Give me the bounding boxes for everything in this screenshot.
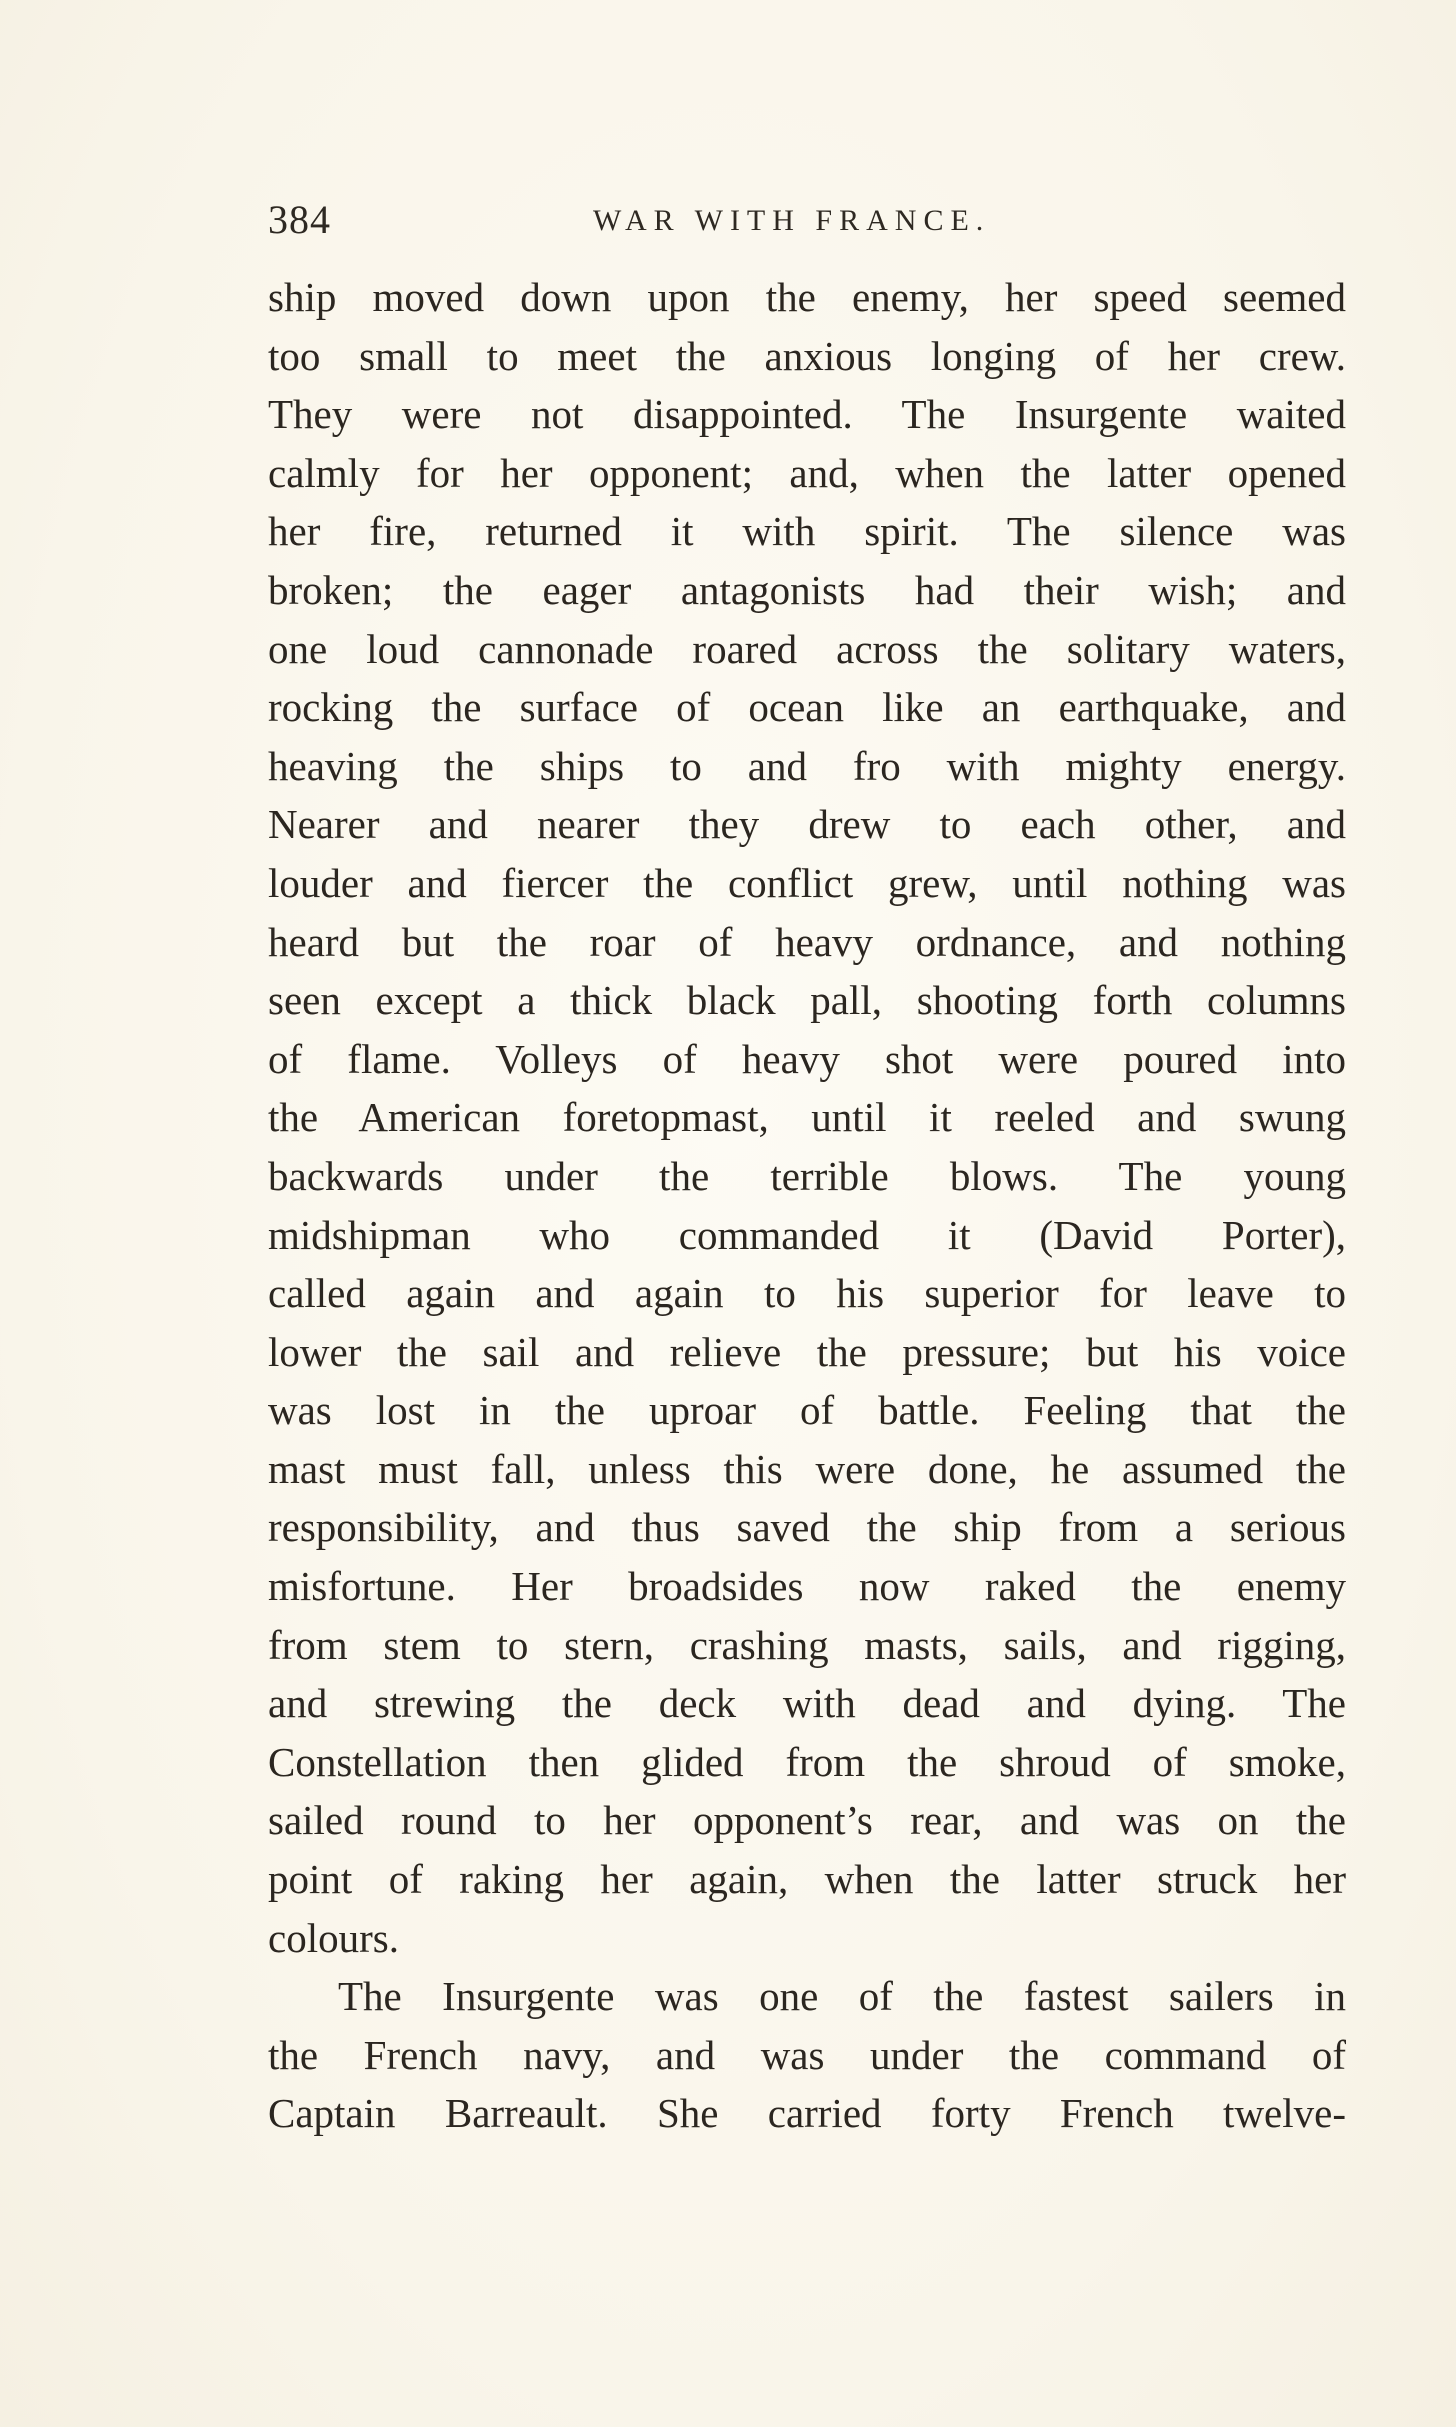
text-line: seen except a thick black pall, shooting forth columns [268, 977, 1346, 1024]
text-line: of flame. Volleys of heavy shot were poured into [268, 1035, 1346, 1082]
text-line: ship moved down upon the enemy, her speed seemed [268, 274, 1346, 320]
text-line: broken; the eager antagonists had their wish; and [268, 566, 1346, 613]
text-line: rocking the surface of ocean like an earthquake, and [268, 684, 1346, 731]
paragraph-start-line: The Insurgente was one of the fastest sailers in [338, 1973, 1346, 2020]
running-head: WAR WITH FRANCE. [593, 204, 991, 237]
text-line: responsibility, and thus saved the ship from a serious [268, 1504, 1346, 1551]
text-line: calmly for her opponent; and, when the latter opened [268, 449, 1346, 496]
text-line: sailed round to her opponent’s rear, and was on the [268, 1797, 1346, 1844]
text-line: They were not disappointed. The Insurgente waited [268, 391, 1346, 438]
text-line: Captain Barreault. She carried forty French twelve- [268, 2090, 1346, 2137]
text-line: was lost in the uproar of battle. Feeling that the [268, 1387, 1346, 1434]
text-line: mast must fall, unless this were done, he assumed the [268, 1445, 1346, 1492]
text-line: heaving the ships to and fro with mighty energy. [268, 742, 1346, 789]
text-line: louder and fiercer the conflict grew, until nothing was [268, 859, 1346, 906]
text-line: called again and again to his superior for leave to [268, 1270, 1346, 1317]
text-line: from stem to stern, crashing masts, sails, and rigging, [268, 1621, 1346, 1668]
text-line: Constellation then glided from the shroud of smoke, [268, 1738, 1346, 1785]
page-header [268, 196, 1344, 256]
text-line: backwards under the terrible blows. The young [268, 1152, 1346, 1199]
text-line: one loud cannonade roared across the solitary waters, [268, 625, 1346, 672]
page-number: 384 [268, 197, 331, 242]
text-line: the American foretopmast, until it reeled and swung [268, 1094, 1346, 1141]
text-line: too small to meet the anxious longing of her crew. [268, 332, 1346, 379]
text-line: and strewing the deck with dead and dying. The [268, 1680, 1346, 1727]
text-line: her fire, returned it with spirit. The silence was [268, 508, 1346, 555]
text-line: lower the sail and relieve the pressure; but his voice [268, 1328, 1346, 1375]
text-line: point of raking her again, when the latter struck her [268, 1856, 1346, 1903]
paragraph-end-line: colours. [268, 1914, 399, 1961]
text-line: Nearer and nearer they drew to each other, and [268, 801, 1346, 848]
text-line: midshipman who commanded it (David Porter), [268, 1211, 1346, 1258]
text-line: misfortune. Her broadsides now raked the enemy [268, 1563, 1346, 1610]
text-line: the French navy, and was under the command of [268, 2031, 1346, 2078]
text-line: heard but the roar of heavy ordnance, and nothing [268, 918, 1346, 965]
body-text [268, 268, 1346, 2143]
